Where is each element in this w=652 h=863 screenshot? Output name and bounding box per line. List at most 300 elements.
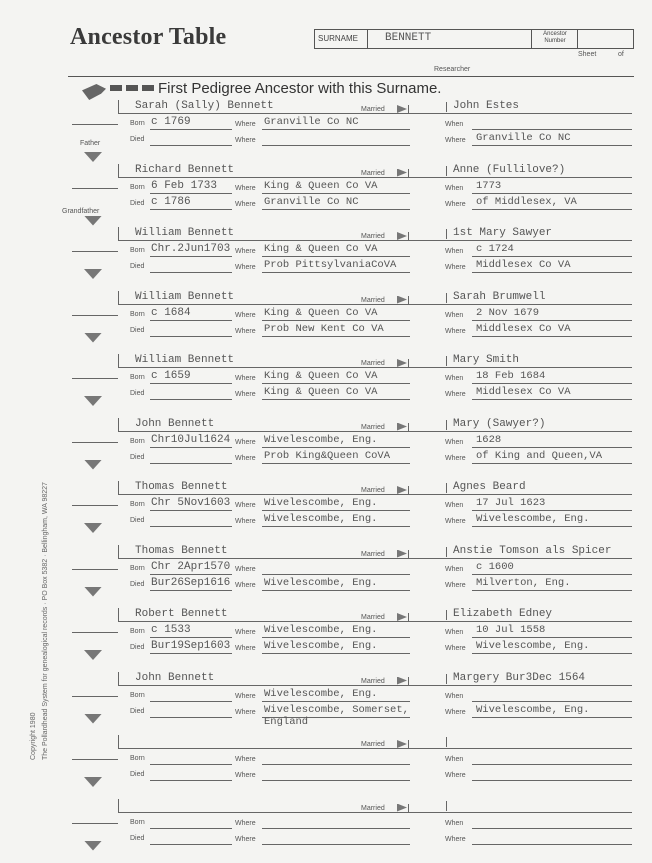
where-label: Where bbox=[235, 137, 256, 144]
married-marker bbox=[408, 359, 409, 368]
when-label: When bbox=[445, 756, 464, 763]
name-line bbox=[118, 177, 408, 178]
pedigree-line bbox=[72, 759, 118, 760]
married-label: Married bbox=[361, 360, 385, 367]
married-marker bbox=[408, 423, 409, 432]
spouse-bar bbox=[446, 102, 447, 112]
spouse-name[interactable]: John Estes bbox=[453, 100, 520, 112]
marriage-place-line bbox=[472, 463, 632, 464]
marriage-place[interactable]: Granville Co NC bbox=[476, 132, 571, 144]
born-label: Born bbox=[130, 501, 145, 508]
bracket-line bbox=[118, 481, 119, 494]
marriage-date[interactable]: 2 Nov 1679 bbox=[476, 306, 540, 319]
name-line bbox=[118, 558, 408, 559]
where-label: Where bbox=[445, 708, 466, 716]
down-arrow-icon bbox=[84, 841, 102, 851]
ancestor-name[interactable]: William Bennett bbox=[135, 290, 235, 303]
born-date[interactable]: Chr 2Apr1570 bbox=[151, 560, 231, 573]
married-label: Married bbox=[361, 487, 385, 494]
spouse-name[interactable]: Elizabeth Edney bbox=[453, 608, 553, 620]
born-where-line bbox=[262, 193, 410, 194]
spouse-name[interactable]: Anstie Tomson als Spicer bbox=[453, 544, 612, 557]
spouse-bar bbox=[446, 229, 447, 239]
born-place[interactable]: Wivelescombe, Eng. bbox=[264, 624, 378, 636]
bracket-line bbox=[118, 291, 119, 304]
died-place[interactable]: Wivelescombe, Eng. bbox=[264, 640, 378, 652]
spouse-name[interactable]: Sarah Brumwell bbox=[453, 290, 546, 303]
where-label: Where bbox=[235, 454, 256, 462]
born-date-line bbox=[150, 510, 232, 511]
down-arrow-icon bbox=[84, 396, 102, 406]
ancestor-name[interactable]: Sarah (Sally) Bennett bbox=[135, 100, 274, 112]
married-label: Married bbox=[361, 169, 385, 177]
spouse-line bbox=[408, 558, 632, 559]
married-marker bbox=[408, 740, 409, 749]
box-divider bbox=[367, 30, 368, 48]
ancestor-name[interactable]: Richard Bennett bbox=[135, 163, 235, 176]
died-date-line bbox=[150, 336, 232, 337]
born-label: Born bbox=[130, 691, 145, 699]
bracket-line bbox=[118, 608, 119, 621]
marriage-place[interactable]: of Middlesex, VA bbox=[476, 195, 577, 208]
down-arrow-icon bbox=[84, 587, 102, 597]
born-where-line bbox=[262, 129, 410, 130]
born-date[interactable]: Chr.2Jun1703 bbox=[151, 243, 231, 255]
ancestor-entry bbox=[0, 608, 652, 672]
ancestor-entry bbox=[0, 799, 652, 863]
died-place[interactable]: Wivelescombe, Eng. bbox=[264, 576, 378, 589]
died-label: Died bbox=[130, 834, 145, 842]
born-label: Born bbox=[130, 310, 145, 318]
marriage-place[interactable]: Middlesex Co VA bbox=[476, 259, 571, 271]
spouse-bar bbox=[446, 674, 447, 684]
copyright-text: Copyright 1980 bbox=[30, 712, 37, 760]
name-line bbox=[118, 431, 408, 432]
married-marker bbox=[408, 550, 409, 559]
where-label: Where bbox=[235, 835, 256, 843]
died-place[interactable]: King & Queen Co VA bbox=[264, 386, 378, 398]
marriage-place-line bbox=[472, 844, 632, 845]
spouse-name[interactable]: Mary (Sawyer?) bbox=[453, 417, 546, 430]
spouse-bar bbox=[446, 166, 447, 176]
born-date[interactable]: 6 Feb 1733 bbox=[151, 179, 218, 192]
died-date-line bbox=[150, 145, 232, 146]
died-label: Died bbox=[130, 326, 145, 334]
pedigree-arrow-icon bbox=[82, 84, 106, 100]
married-label: Married bbox=[361, 614, 385, 621]
died-label: Died bbox=[130, 453, 145, 461]
marriage-place-line bbox=[472, 590, 632, 591]
born-label: Born bbox=[130, 755, 145, 762]
died-date-line bbox=[150, 209, 232, 210]
died-where-line bbox=[262, 590, 410, 591]
married-label: Married bbox=[361, 106, 385, 113]
born-where-line bbox=[262, 447, 410, 448]
died-label: Died bbox=[130, 390, 145, 397]
ancestor-entry bbox=[0, 291, 652, 355]
where-label: Where bbox=[445, 137, 466, 144]
born-where-line bbox=[262, 383, 410, 384]
where-label: Where bbox=[235, 327, 256, 335]
pedigree-line bbox=[72, 315, 118, 316]
ancestor-name[interactable]: John Bennett bbox=[135, 417, 215, 430]
spouse-line bbox=[408, 685, 632, 686]
marriage-date-line bbox=[472, 129, 632, 130]
pedigree-line bbox=[72, 124, 118, 125]
pedigree-line bbox=[72, 696, 118, 697]
died-where-line bbox=[262, 272, 410, 273]
married-marker bbox=[408, 804, 409, 813]
born-label: Born bbox=[130, 628, 145, 635]
marriage-place-line bbox=[472, 145, 632, 146]
down-arrow-icon bbox=[84, 216, 102, 226]
header-rule bbox=[68, 76, 634, 77]
section-heading: First Pedigree Ancestor with this Surname. bbox=[158, 80, 442, 97]
marriage-place[interactable]: Wivelescombe, Eng. bbox=[476, 703, 590, 716]
ancestor-entry bbox=[0, 672, 652, 736]
down-arrow-icon bbox=[84, 460, 102, 470]
bracket-line bbox=[118, 227, 119, 240]
pedigree-line bbox=[72, 823, 118, 824]
born-place[interactable]: King & Queen Co VA bbox=[264, 370, 378, 382]
spouse-name[interactable]: Agnes Beard bbox=[453, 481, 526, 493]
down-arrow-icon bbox=[84, 269, 102, 279]
married-label: Married bbox=[361, 741, 385, 748]
died-label: Died bbox=[130, 199, 145, 207]
married-arrow-icon bbox=[397, 232, 407, 240]
bracket-line bbox=[118, 799, 119, 812]
born-where-line bbox=[262, 574, 410, 575]
where-label: Where bbox=[235, 375, 256, 382]
married-arrow-icon bbox=[397, 613, 407, 621]
born-date[interactable]: c 1659 bbox=[151, 370, 191, 382]
where-label: Where bbox=[445, 327, 466, 335]
where-label: Where bbox=[235, 184, 256, 192]
bracket-line bbox=[118, 100, 119, 113]
married-marker bbox=[408, 613, 409, 622]
born-date-line bbox=[150, 574, 232, 575]
where-label: Where bbox=[445, 772, 466, 779]
died-place[interactable]: Prob New Kent Co VA bbox=[264, 322, 384, 335]
where-label: Where bbox=[235, 311, 256, 319]
name-line bbox=[118, 240, 408, 241]
where-label: Where bbox=[445, 264, 466, 271]
ancestor-entry bbox=[0, 545, 652, 609]
died-place[interactable]: Prob King&Queen CoVA bbox=[264, 449, 391, 462]
married-label: Married bbox=[361, 804, 385, 812]
born-place[interactable]: Wivelescombe, Eng. bbox=[264, 433, 378, 446]
born-place[interactable]: King & Queen Co VA bbox=[264, 179, 378, 192]
born-date[interactable]: Chr10Jul1624 bbox=[151, 433, 231, 446]
married-arrow-icon bbox=[397, 804, 407, 812]
where-label: Where bbox=[445, 581, 466, 589]
marriage-place-line bbox=[472, 272, 632, 273]
name-line bbox=[118, 494, 408, 495]
spouse-bar bbox=[446, 801, 447, 811]
bracket-line bbox=[118, 418, 119, 431]
where-label: Where bbox=[445, 391, 466, 398]
when-label: When bbox=[445, 565, 464, 573]
where-label: Where bbox=[445, 518, 466, 525]
marriage-place[interactable]: Milverton, Eng. bbox=[476, 576, 571, 589]
married-marker bbox=[408, 105, 409, 114]
marriage-date[interactable]: 1773 bbox=[476, 179, 502, 192]
spouse-line bbox=[408, 367, 632, 368]
marriage-date[interactable]: 1628 bbox=[476, 433, 502, 446]
where-label: Where bbox=[235, 645, 256, 652]
name-line bbox=[118, 621, 408, 622]
married-arrow-icon bbox=[397, 740, 407, 748]
died-where-line bbox=[262, 399, 410, 400]
married-arrow-icon bbox=[397, 423, 407, 431]
died-where-line bbox=[262, 336, 410, 337]
pedigree-line bbox=[72, 251, 118, 252]
died-date[interactable]: c 1786 bbox=[151, 195, 191, 208]
died-label: Died bbox=[130, 707, 145, 715]
born-where-line bbox=[262, 764, 410, 765]
marriage-place[interactable]: Wivelescombe, Eng. bbox=[476, 640, 590, 652]
born-where-line bbox=[262, 701, 410, 702]
when-label: When bbox=[445, 502, 464, 509]
died-where-line bbox=[262, 209, 410, 210]
down-arrow-icon bbox=[84, 523, 102, 533]
marriage-date-line bbox=[472, 510, 632, 511]
born-label: Born bbox=[130, 183, 145, 191]
ancestor-entry bbox=[0, 164, 652, 228]
where-label: Where bbox=[235, 248, 256, 255]
marriage-place[interactable]: Middlesex Co VA bbox=[476, 386, 571, 398]
died-where-line bbox=[262, 844, 410, 845]
married-marker bbox=[408, 169, 409, 178]
spouse-line bbox=[408, 431, 632, 432]
born-date-line bbox=[150, 256, 232, 257]
married-label: Married bbox=[361, 550, 385, 558]
died-label: Died bbox=[130, 771, 145, 778]
name-line bbox=[118, 304, 408, 305]
born-where-line bbox=[262, 510, 410, 511]
ancestor-entry bbox=[0, 100, 652, 164]
born-date[interactable]: c 1684 bbox=[151, 306, 191, 319]
where-label: Where bbox=[235, 438, 256, 446]
ancestor-name[interactable]: John Bennett bbox=[135, 671, 215, 684]
down-arrow-icon bbox=[84, 152, 102, 162]
where-label: Where bbox=[235, 200, 256, 208]
born-date-line bbox=[150, 129, 232, 130]
marriage-place-line bbox=[472, 336, 632, 337]
when-label: When bbox=[445, 438, 464, 446]
bracket-line bbox=[118, 545, 119, 558]
where-label: Where bbox=[235, 391, 256, 398]
spouse-name[interactable]: 1st Mary Sawyer bbox=[453, 227, 553, 239]
born-date-line bbox=[150, 828, 232, 829]
where-label: Where bbox=[445, 645, 466, 652]
spouse-bar bbox=[446, 483, 447, 493]
when-label: When bbox=[445, 629, 464, 636]
ancestor-name[interactable]: William Bennett bbox=[135, 227, 235, 239]
ancestor-name[interactable]: Robert Bennett bbox=[135, 608, 228, 620]
of-label: of bbox=[618, 51, 624, 58]
born-date[interactable]: c 1533 bbox=[151, 624, 191, 636]
name-line bbox=[118, 113, 408, 114]
ancestor-entry bbox=[0, 418, 652, 482]
down-arrow-icon bbox=[84, 777, 102, 787]
sheet-label: Sheet bbox=[578, 51, 597, 58]
married-arrow-icon bbox=[397, 359, 407, 367]
down-arrow-icon bbox=[84, 650, 102, 660]
marriage-date-line bbox=[472, 701, 632, 702]
marriage-date[interactable]: 18 Feb 1684 bbox=[476, 370, 546, 382]
died-date-line bbox=[150, 399, 232, 400]
surname-value[interactable]: BENNETT bbox=[385, 32, 432, 44]
married-marker bbox=[408, 486, 409, 495]
where-label: Where bbox=[235, 502, 256, 509]
spouse-bar bbox=[446, 547, 447, 557]
where-label: Where bbox=[235, 772, 256, 779]
where-label: Where bbox=[445, 200, 466, 208]
born-date-line bbox=[150, 447, 232, 448]
marriage-date-line bbox=[472, 764, 632, 765]
publisher-text: The Pollardhead System for genealogical records · PO Box 5382 · Bellingham, WA 98227 bbox=[42, 482, 49, 760]
married-arrow-icon bbox=[397, 550, 407, 558]
married-label: Married bbox=[361, 423, 385, 431]
born-place[interactable]: King & Queen Co VA bbox=[264, 306, 378, 319]
married-label: Married bbox=[361, 296, 385, 304]
died-date-line bbox=[150, 272, 232, 273]
spouse-name[interactable]: Margery Bur3Dec 1564 bbox=[453, 671, 586, 684]
died-place[interactable]: Prob PittsylvaniaCoVA bbox=[264, 259, 397, 271]
pedigree-line bbox=[72, 505, 118, 506]
ancestor-entry bbox=[0, 481, 652, 545]
ancestor-name[interactable]: Thomas Bennett bbox=[135, 481, 228, 493]
born-label: Born bbox=[130, 437, 145, 445]
born-date-line bbox=[150, 764, 232, 765]
married-label: Married bbox=[361, 677, 385, 685]
pedigree-line bbox=[72, 569, 118, 570]
down-arrow-icon bbox=[84, 714, 102, 724]
born-date[interactable]: c 1769 bbox=[151, 116, 191, 128]
where-label: Where bbox=[235, 581, 256, 589]
where-label: Where bbox=[235, 692, 256, 700]
ancestor-name[interactable]: Thomas Bennett bbox=[135, 544, 228, 557]
married-marker bbox=[408, 296, 409, 305]
died-date[interactable]: Bur19Sep1603 bbox=[151, 640, 231, 652]
name-line bbox=[118, 367, 408, 368]
died-label: Died bbox=[130, 644, 145, 651]
surname-label: SURNAME bbox=[318, 34, 359, 43]
generation-label: Father bbox=[80, 140, 101, 147]
bracket-line bbox=[118, 735, 119, 748]
born-date-line bbox=[150, 320, 232, 321]
died-label: Died bbox=[130, 580, 145, 588]
decorative-bars bbox=[110, 85, 154, 91]
spouse-name[interactable]: Mary Smith bbox=[453, 354, 520, 366]
died-where-line bbox=[262, 653, 410, 654]
died-date-line bbox=[150, 844, 232, 845]
box-divider bbox=[577, 30, 578, 48]
where-label: Where bbox=[235, 565, 256, 573]
marriage-date[interactable]: 17 Jul 1623 bbox=[476, 497, 546, 509]
marriage-date-line bbox=[472, 256, 632, 257]
where-label: Where bbox=[235, 708, 256, 716]
married-arrow-icon bbox=[397, 105, 407, 113]
pedigree-line bbox=[72, 378, 118, 379]
marriage-date[interactable]: 10 Jul 1558 bbox=[476, 624, 546, 636]
died-where-line bbox=[262, 526, 410, 527]
marriage-date[interactable]: c 1600 bbox=[476, 560, 514, 573]
marriage-place[interactable]: Wivelescombe, Eng. bbox=[476, 513, 590, 525]
spouse-bar bbox=[446, 737, 447, 747]
marriage-date-line bbox=[472, 637, 632, 638]
died-date[interactable]: Bur26Sep1616 bbox=[151, 576, 231, 589]
bracket-line bbox=[118, 672, 119, 685]
marriage-place[interactable]: of King and Queen,VA bbox=[476, 449, 603, 462]
married-arrow-icon bbox=[397, 486, 407, 494]
marriage-date-line bbox=[472, 193, 632, 194]
ancestor-number-label: Ancestor Number bbox=[543, 31, 567, 44]
married-arrow-icon bbox=[397, 677, 407, 685]
born-place[interactable]: Wivelescombe, Eng. bbox=[264, 687, 378, 700]
marriage-place-line bbox=[472, 209, 632, 210]
where-label: Where bbox=[235, 518, 256, 525]
born-date-line bbox=[150, 193, 232, 194]
born-label: Born bbox=[130, 374, 145, 381]
born-where-line bbox=[262, 828, 410, 829]
spouse-name[interactable]: Anne (Fullilove?) bbox=[453, 163, 566, 176]
ancestor-entry bbox=[0, 735, 652, 799]
pedigree-line bbox=[72, 188, 118, 189]
born-date-line bbox=[150, 383, 232, 384]
born-place[interactable]: Wivelescombe, Eng. bbox=[264, 497, 378, 509]
spouse-line bbox=[408, 240, 632, 241]
name-line bbox=[118, 685, 408, 686]
researcher-label: Researcher bbox=[434, 66, 471, 73]
where-label: Where bbox=[235, 121, 256, 128]
married-arrow-icon bbox=[397, 296, 407, 304]
when-label: When bbox=[445, 184, 464, 192]
born-date[interactable]: Chr 5Nov1603 bbox=[151, 497, 231, 509]
born-date-line bbox=[150, 701, 232, 702]
died-where-line bbox=[262, 463, 410, 464]
marriage-date-line bbox=[472, 383, 632, 384]
where-label: Where bbox=[235, 264, 256, 271]
when-label: When bbox=[445, 121, 464, 128]
down-arrow-icon bbox=[84, 333, 102, 343]
where-label: Where bbox=[235, 629, 256, 636]
married-arrow-icon bbox=[397, 169, 407, 177]
spouse-bar bbox=[446, 420, 447, 430]
ancestor-name[interactable]: William Bennett bbox=[135, 354, 235, 366]
born-place[interactable]: Granville Co NC bbox=[264, 116, 359, 128]
marriage-place-line bbox=[472, 653, 632, 654]
died-date-line bbox=[150, 717, 232, 718]
died-place[interactable]: Granville Co NC bbox=[264, 195, 359, 208]
where-label: Where bbox=[445, 454, 466, 462]
box-divider bbox=[531, 30, 532, 48]
died-date-line bbox=[150, 526, 232, 527]
marriage-date[interactable]: c 1724 bbox=[476, 243, 514, 255]
marriage-place-line bbox=[472, 399, 632, 400]
surname-box bbox=[314, 29, 634, 49]
born-place[interactable]: King & Queen Co VA bbox=[264, 243, 378, 255]
marriage-place[interactable]: Middlesex Co VA bbox=[476, 322, 571, 335]
born-where-line bbox=[262, 637, 410, 638]
marriage-place-line bbox=[472, 717, 632, 718]
pedigree-line bbox=[72, 632, 118, 633]
died-place[interactable]: Wivelescombe, Eng. bbox=[264, 513, 378, 525]
spouse-bar bbox=[446, 356, 447, 366]
died-place[interactable]: Wivelescombe, Somerset, England bbox=[264, 703, 409, 728]
when-label: When bbox=[445, 819, 464, 827]
